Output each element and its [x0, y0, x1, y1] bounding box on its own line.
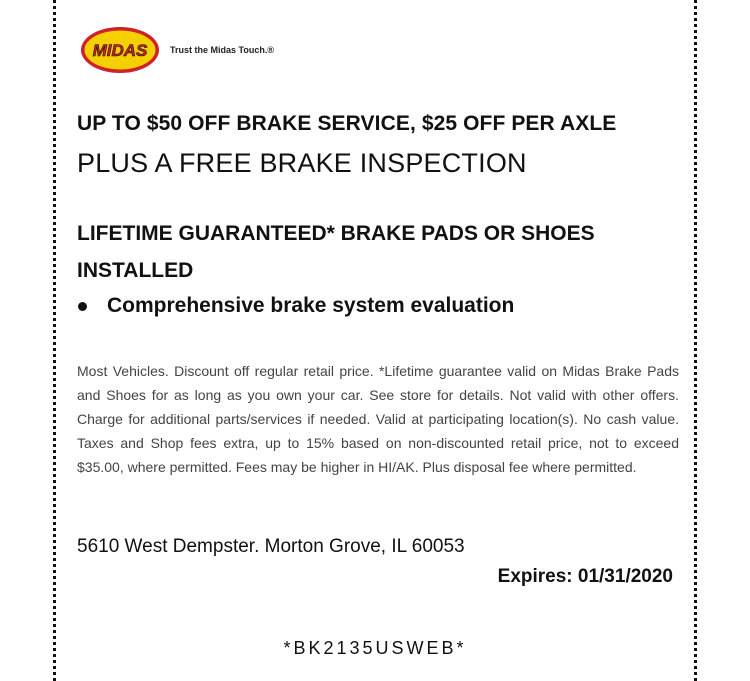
bullet-text: Comprehensive brake system evaluation [107, 294, 515, 317]
expiration-date: Expires: 01/31/2020 [497, 566, 673, 587]
offer-headline: UP TO $50 OFF BRAKE SERVICE, $25 OFF PER AXLE [77, 112, 617, 135]
coupon [53, 0, 697, 681]
lifetime-guarantee: LIFETIME GUARANTEED* BRAKE PADS OR SHOES INSTALLED [77, 222, 595, 282]
midas-logo [80, 26, 160, 74]
brand-tagline: Trust the Midas Touch.® [170, 45, 274, 55]
coupon-code: *BK2135USWEB* [283, 638, 467, 658]
brand-header [80, 26, 274, 74]
list-item [77, 294, 514, 318]
fine-print: Most Vehicles. Discount off regular retail price. *Lifetime guarantee valid on Midas Brake Pads and Shoes for as long as you own your car. See store for details. Not valid with other offers. Charge for additional parts/services if needed. Valid at participating location(s). No cash value. Taxes and Shop fees extra, up to 15% based on non-discounted retail price, not to exceed $35.00, where permitted. Fees may be higher in HI/AK. Plus disposal fee where permitted. [77, 363, 679, 475]
bullet-icon [78, 302, 87, 311]
store-address: 5610 West Dempster. Morton Grove, IL 60053 [77, 536, 465, 557]
offer-subhead: PLUS A FREE BRAKE INSPECTION [77, 148, 527, 178]
svg-text:MIDAS: MIDAS [92, 41, 148, 60]
